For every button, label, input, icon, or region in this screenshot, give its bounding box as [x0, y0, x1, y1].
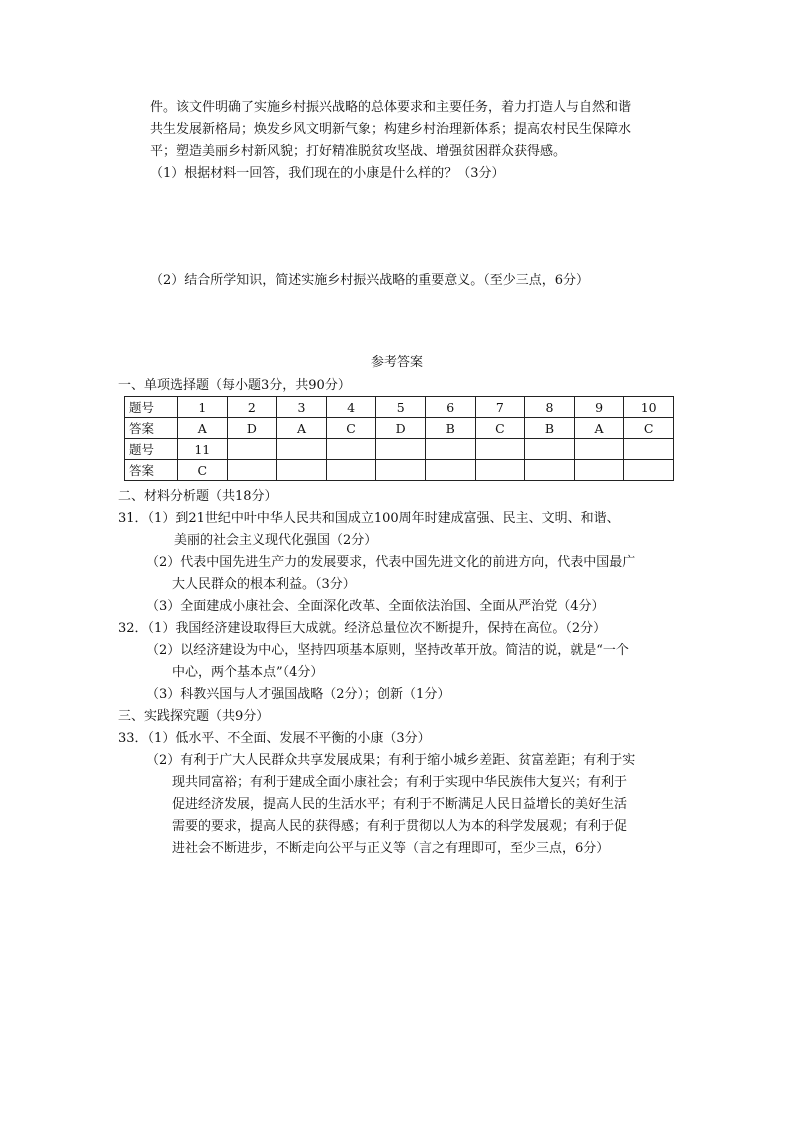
- table-row: [125, 460, 674, 481]
- table-header-cell: 答案: [125, 418, 178, 439]
- table-header-cell: 题号: [125, 397, 178, 418]
- table-cell: B: [525, 418, 575, 439]
- table-cell: 11: [178, 439, 228, 460]
- table-cell: C: [178, 460, 228, 481]
- answer-31-1: 31．（1）到21世纪中叶中华人民共和国成立100周年时建成富强、民主、文明、和谐、: [118, 511, 620, 526]
- answer-32-3: （3）科教兴国与人才强国战略（2分）；创新（1分）: [146, 687, 451, 702]
- table-cell: [277, 460, 327, 481]
- section-3-heading: 三、实践探究题（共9分）: [118, 709, 270, 724]
- table-cell: 1: [178, 397, 228, 418]
- material-line-2: 共生发展新格局；焕发乡风文明新气象；构建乡村治理新体系；提高农村民生保障水: [150, 122, 632, 137]
- answer-31-3: （3）全面建成小康社会、全面深化改革、全面依法治国、全面从严治党（4分）: [146, 599, 605, 614]
- table-row: [125, 397, 674, 418]
- answer-32-2-cont: 中心，两个基本点”（4分）: [172, 665, 324, 680]
- table-cell: 5: [376, 397, 426, 418]
- table-cell: A: [178, 418, 228, 439]
- table-cell: [227, 460, 277, 481]
- table-cell: A: [574, 418, 624, 439]
- answer-31-2: （2）代表中国先进生产力的发展要求，代表中国先进文化的前进方向，代表中国最广: [146, 555, 636, 570]
- answer-33-2-cont: 现共同富裕；有利于建成全面小康社会；有利于实现中华民族伟大复兴；有利于: [172, 775, 628, 790]
- table-cell: C: [475, 418, 525, 439]
- table-cell: 9: [574, 397, 624, 418]
- answer-32-1: 32．（1）我国经济建设取得巨大成就。经济总量位次不断提升，保持在高位。（2分）: [118, 621, 607, 636]
- question-2: （2）结合所学知识，简述实施乡村振兴战略的重要意义。（至少三点，6分）: [150, 273, 590, 288]
- table-cell: 4: [326, 397, 376, 418]
- table-cell: [326, 439, 376, 460]
- table-cell: C: [624, 418, 674, 439]
- table-cell: A: [277, 418, 327, 439]
- question-1: （1）根据材料一回答，我们现在的小康是什么样的？（3分）: [150, 166, 505, 181]
- answers-title: 参考答案: [370, 355, 423, 370]
- table-header-cell: 题号: [125, 439, 178, 460]
- answer-33-2-cont: 促进经济发展，提高人民的生活水平；有利于不断满足人民日益增长的美好生活: [172, 797, 628, 812]
- table-cell: [525, 460, 575, 481]
- answer-31-2-cont: 大人民群众的根本利益。（3分）: [172, 577, 356, 592]
- table-cell: 6: [425, 397, 475, 418]
- table-cell: [227, 439, 277, 460]
- table-cell: [624, 460, 674, 481]
- material-line-1: 件。该文件明确了实施乡村振兴战略的总体要求和主要任务，着力打造人与自然和谐: [150, 100, 632, 115]
- answer-33-2-cont: 需要的要求，提高人民的获得感；有利于贯彻以人为本的科学发展观；有利于促: [172, 819, 628, 834]
- table-cell: [574, 460, 624, 481]
- answer-31-1-cont: 美丽的社会主义现代化强国（2分）: [174, 533, 378, 548]
- table-cell: 3: [277, 397, 327, 418]
- table-cell: [624, 439, 674, 460]
- table-cell: D: [376, 418, 426, 439]
- table-row: [125, 418, 674, 439]
- table-cell: [574, 439, 624, 460]
- answer-table: [124, 396, 674, 481]
- table-cell: 10: [624, 397, 674, 418]
- table-cell: 7: [475, 397, 525, 418]
- table-cell: [277, 439, 327, 460]
- table-cell: B: [425, 418, 475, 439]
- table-cell: D: [227, 418, 277, 439]
- table-cell: 2: [227, 397, 277, 418]
- answer-33-2: （2）有利于广大人民群众共享发展成果；有利于缩小城乡差距、贫富差距；有利于实: [146, 753, 636, 768]
- table-cell: [525, 439, 575, 460]
- answer-33-1: 33．（1）低水平、不全面、发展不平衡的小康（3分）: [118, 731, 431, 746]
- table-cell: [425, 439, 475, 460]
- section-1-heading: 一、单项选择题（每小题3分，共90分）: [118, 378, 351, 393]
- table-cell: [326, 460, 376, 481]
- table-cell: [425, 460, 475, 481]
- section-2-heading: 二、材料分析题（共18分）: [118, 489, 278, 504]
- table-row: [125, 439, 674, 460]
- table-cell: 8: [525, 397, 575, 418]
- table-cell: [376, 460, 426, 481]
- table-cell: [376, 439, 426, 460]
- answer-33-2-cont: 进社会不断进步，不断走向公平与正义等（言之有理即可，至少三点，6分）: [172, 841, 610, 856]
- table-cell: [475, 439, 525, 460]
- table-header-cell: 答案: [125, 460, 178, 481]
- table-cell: [475, 460, 525, 481]
- table-cell: C: [326, 418, 376, 439]
- answer-32-2: （2）以经济建设为中心，坚持四项基本原则，坚持改革开放。简洁的说，就是“一个: [146, 643, 629, 658]
- material-line-3: 平；塑造美丽乡村新风貌；打好精准脱贫攻坚战、增强贫困群众获得感。: [150, 144, 567, 159]
